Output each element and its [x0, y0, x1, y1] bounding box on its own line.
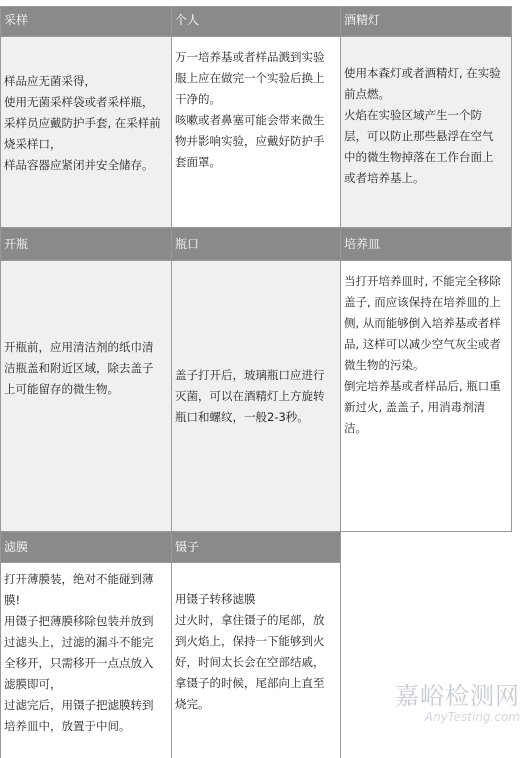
text-line: 万一培养基或者样品溅到实验 [175, 50, 325, 64]
lines-geren [175, 47, 337, 173]
watermark-cn: 嘉峪检测网 [395, 682, 520, 710]
lines-kaiping [4, 337, 168, 400]
text-line: 膜! [4, 593, 21, 607]
text-line: 盖子, 而应该保持在培养皿的上 [344, 295, 501, 309]
text-line: 烧采样口， [4, 137, 62, 151]
lines-lvmo [4, 569, 168, 737]
lines-niezi [175, 589, 337, 715]
watermark-en: AnyTesting.com [424, 710, 520, 724]
text-line: 洁。 [344, 421, 367, 435]
text-line: 洁瓶盖和附近区域，除去盖子 [4, 361, 154, 375]
text-line: 样品应无菌采得， [4, 74, 96, 88]
header-jiujingdeng [340, 6, 512, 37]
lines-peiyangmin [344, 271, 508, 439]
text-line: 全移开，只需移开一点点放入 [4, 656, 154, 670]
header-peiyangmin-text: 培养皿 [344, 237, 381, 251]
text-line: 盖子打开后，玻璃瓶口应进行 [175, 368, 325, 382]
text-line: 样品容器应紧闭并安全储存。 [4, 158, 154, 172]
cell-niezi [171, 562, 341, 758]
header-niezi [171, 531, 341, 563]
cell-kaiping [0, 260, 172, 532]
text-line: 采样员应戴防护手套, 在采样前 [4, 116, 161, 130]
text-line: 服上应在做完一个实验后换上 [175, 71, 325, 85]
text-line: 层，可以防止那些悬浮在空气 [344, 129, 494, 143]
text-line: 过滤完后，用镊子把滤膜转到 [4, 698, 154, 712]
text-line: 瓶口和螺纹，一般2-3秒。 [175, 410, 309, 424]
header-kaiping-text: 开瓶 [4, 237, 29, 251]
cell-jiujingdeng [340, 36, 512, 228]
header-caiyang-text: 采样 [4, 13, 29, 27]
header-peiyangmin [340, 227, 512, 261]
text-line: 用镊子把薄膜移除包装并放到 [4, 614, 154, 628]
cell-pingkou [171, 260, 341, 532]
lines-pingkou [175, 365, 337, 428]
text-line: 好，时间太长会在空部结戚， [175, 655, 325, 669]
text-line: 用镊子转移滤膜 [175, 592, 256, 606]
header-pingkou [171, 227, 341, 261]
text-line: 中的微生物掉落在工作台面上 [344, 150, 494, 164]
text-line: 烧完。 [175, 697, 210, 711]
text-line: 侧, 从而能够倒入培养基或者样 [344, 316, 501, 330]
text-line: 到火焰上，保持一下能够到火 [175, 634, 325, 648]
lines-jiujingdeng [344, 63, 508, 189]
text-line: 新过火, 盖盖子, 用消毒剂清 [344, 400, 486, 414]
text-line: 干净的。 [175, 92, 221, 106]
header-niezi-text: 镊子 [175, 540, 200, 554]
cell-geren [171, 36, 341, 228]
text-line: 火焰在实验区域产生一个防 [344, 108, 482, 122]
header-jiujingdeng-text: 酒精灯 [344, 13, 381, 27]
text-line: 上可能留存的微生物。 [4, 382, 119, 396]
header-pingkou-text: 瓶口 [175, 237, 200, 251]
text-line: 前点燃。 [344, 87, 390, 101]
text-line: 倒完培养基或者样品后, 瓶口重 [344, 379, 501, 393]
text-line: 使用无菌采样袋或者采样瓶， [4, 95, 154, 109]
text-line: 培养皿中，放置于中间。 [4, 719, 131, 733]
cell-caiyang [0, 36, 172, 228]
watermark [395, 682, 520, 724]
lines-caiyang [4, 71, 168, 176]
text-line: 灭菌，可以在酒精灯上方旋转 [175, 389, 325, 403]
header-lvmo-text: 滤膜 [4, 540, 29, 554]
text-line: 或者培养基上。 [344, 171, 425, 185]
text-line: 拿镊子的时候，尾部向上直至 [175, 676, 325, 690]
text-line: 物并影响实验，应戴好防护手 [175, 134, 325, 148]
text-line: 品, 这样可以减少空气灰尘或者 [344, 337, 501, 351]
text-line: 套面罩。 [175, 155, 221, 169]
header-lvmo [0, 531, 172, 563]
text-line: 使用本森灯或者酒精灯, 在实验 [344, 66, 501, 80]
text-line: 打开薄膜装，绝对不能碰到薄 [4, 572, 154, 586]
header-caiyang [0, 6, 172, 37]
text-line: 咳嗽或者鼻塞可能会带来微生 [175, 113, 325, 127]
text-line: 过火时，拿住镊子的尾部，放 [175, 613, 325, 627]
text-line: 当打开培养皿时, 不能完全移除 [344, 274, 501, 288]
header-geren [171, 6, 341, 37]
header-kaiping [0, 227, 172, 261]
cell-peiyangmin [340, 260, 512, 532]
text-line: 滤膜即可， [4, 677, 62, 691]
text-line: 过滤头上，过滤的漏斗不能完 [4, 635, 154, 649]
cell-lvmo [0, 562, 172, 758]
text-line: 开瓶前，应用清洁剂的纸巾清 [4, 340, 154, 354]
text-line: 微生物的污染。 [344, 358, 425, 372]
header-geren-text: 个人 [175, 13, 200, 27]
